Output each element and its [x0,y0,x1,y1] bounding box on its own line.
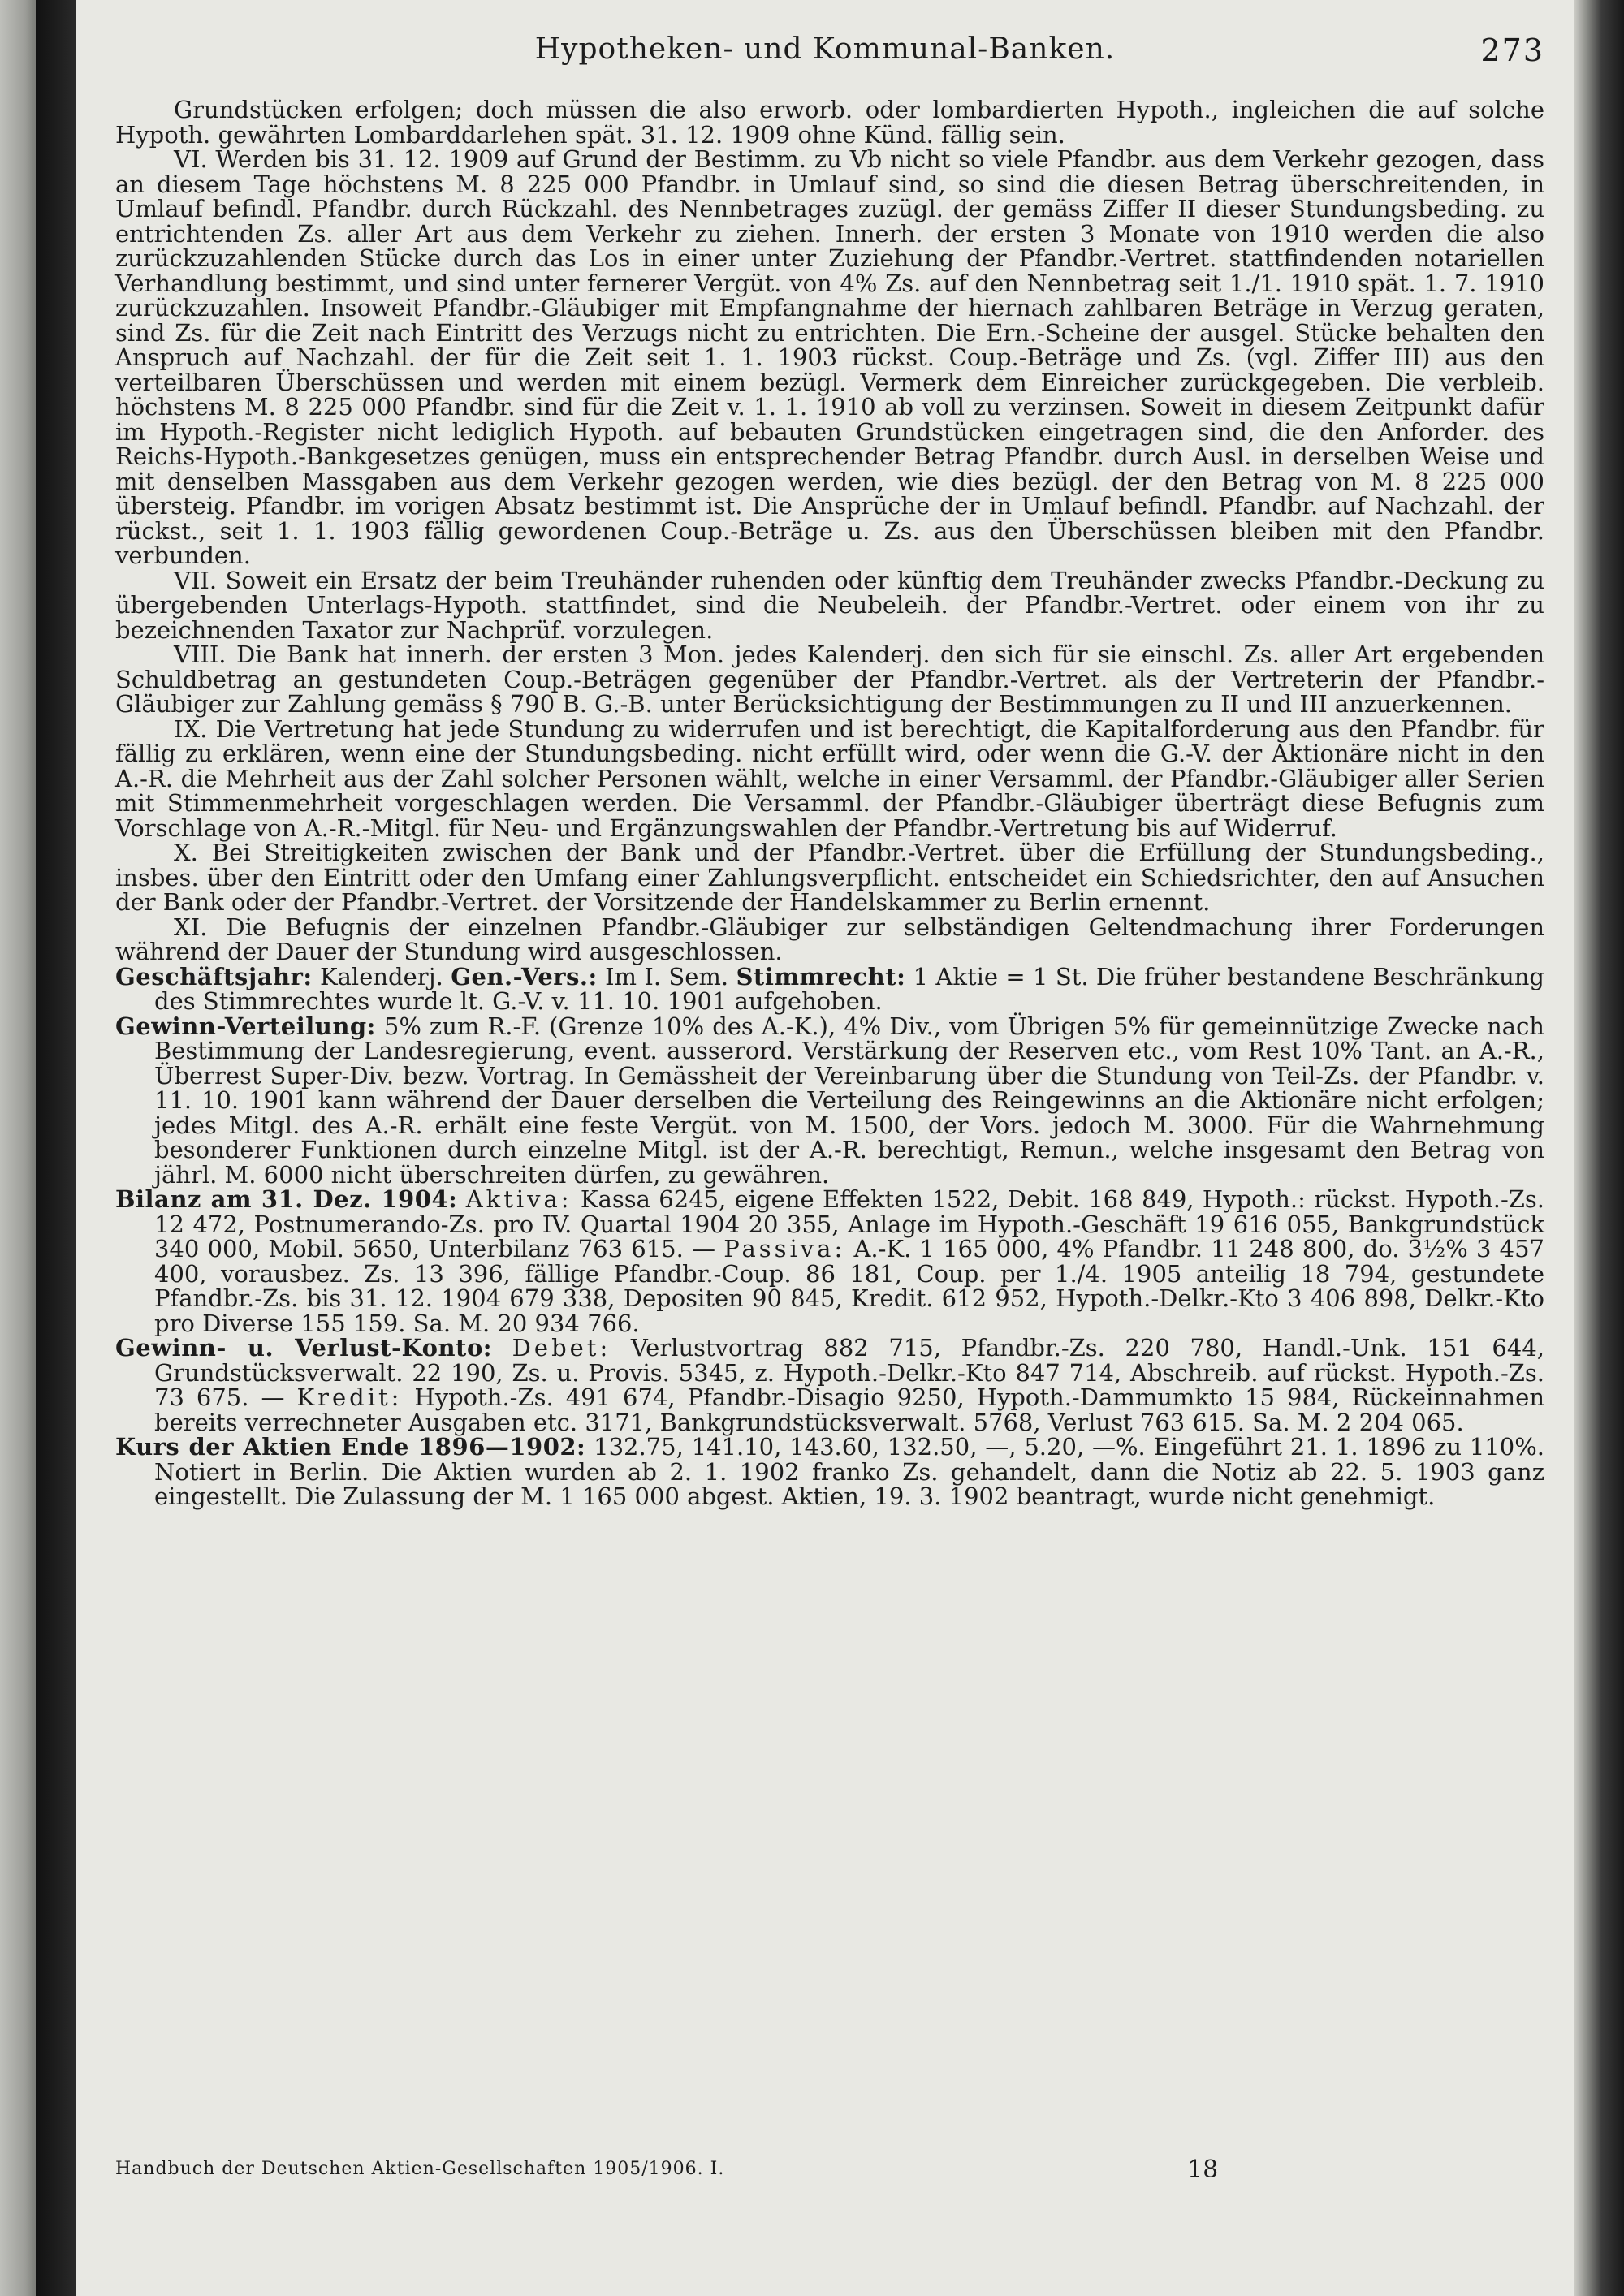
paragraph-x: X. Bei Streitigkeiten zwischen der Bank und der Pfandbr.-Vertret. über die Erfüllung der Stundungsbeding., insbes. über den Eintritt oder den Umfang einer Zahlungsverpflicht. entscheidet ein Schiedsrichter, den auf Ansuchen der Bank oder der Pfandbr.-Vertret. der Vorsitzende der Handelskammer zu Berlin ernennt. [115,839,1544,916]
text-aktiva: Kassa 6245, eigene Effekten 1522, Debit. 168 849, Hypoth.: rückst. Hypoth.-Zs. 12 472, Postnumerando-Zs. pro IV. Quartal 1904 20 355, Anlage im Hypoth.-Geschäft 19 616 055, Bankgrundstück 340 000, Mobil. 5650, Unterbilanz 763 615. — [154,1185,1544,1262]
paragraph-vii: VII. Soweit ein Ersatz der beim Treuhänder ruhenden oder künftig dem Treuhänder zwecks Pfandbr.-Deckung zu übergebenden Unterlags-Hypoth. stattfindet, sind die Neubeleih. der Pfandbr.-Vertret. oder einem von ihr zu bezeichnenden Taxator zur Nachprüf. vorzulegen. [115,566,1544,644]
running-head [76,32,1574,73]
body-text [115,97,1544,1509]
spacer-text [492,1334,512,1362]
left-binding-edge [0,0,36,2296]
spacer-text [457,1185,465,1213]
text-gewinn-verteilung: 5% zum R.-F. (Grenze 10% des A.-K.), 4% Div., vom Übrigen 5% für gemeinnützige Zwecke nach Bestimmung der Landesregierung, event. ausserord. Verstärkung der Reserven etc., vom Rest 10% Tant. an A.-R., Überrest Super-Div. bezw. Vortrag. In Gemässheit der Vereinbarung über die Stundung von Teil-Zs. der Pfandbr. v. 11. 10. 1901 kann während der Dauer derselben die Verteilung des Reingewinns an die Aktionäre nicht erfolgen; jedes Mitgl. des A.-R. erhält eine feste Vergüt. von M. 1500, der Vors. jedoch M. 3000. Für die Wahrnehmung besonderer Funktionen durch einzelne Mitgl. ist der A.-R. berechtigt, Remun., welche insgesamt den Betrag von jährl. M. 6000 nicht überschreiten dürfen, zu gewähren. [154,1012,1544,1189]
paragraph-viii: VIII. Die Bank hat innerh. der ersten 3 Mon. jedes Kalenderj. den sich für sie einschl. Zs. aller Art ergebenden Schuldbetrag an gestundeten Coup.-Beträgen gegenüber der Pfandbr.-Vertret. als der Vertreterin der Pfandbr.-Gläubiger zur Zahlung gemäss § 790 B. G.-B. unter Berücksichtigung der Bestimmungen zu II und III anzuerkennen. [115,641,1544,718]
label-geschaeftsjahr: Geschäftsjahr: [115,962,313,990]
right-gutter-edge [1574,0,1624,2296]
running-title: Hypotheken- und Kommunal-Banken. [534,32,1116,66]
label-gen-vers: Gen.-Vers.: [451,962,598,990]
paragraph-ix: IX. Die Vertretung hat jede Stundung zu widerrufen und ist berechtigt, die Kapitalforderung aus den Pfandbr. für fällig zu erklären, wenn eine der Stundungsbeding. nicht erfüllt wird, oder wenn die G.-V. der Aktionäre nicht in den A.-R. die Mehrheit aus der Zahl solcher Personen wählt, welche in einer Versamml. der Pfandbr.-Gläubiger aller Serien mit Stimmenmehrheit vorgeschlagen werden. Die Versamml. der Pfandbr.-Gläubiger überträgt diese Befugnis zum Vorschlage von A.-R.-Mitgl. für Neu- und Ergänzungswahlen der Pfandbr.-Vertretung bis auf Widerruf. [115,714,1544,842]
footer-source: Handbuch der Deutschen Aktien-Gesellschaften 1905/1906. I. [115,2159,725,2179]
label-bilanz: Bilanz am 31. Dez. 1904: [115,1185,458,1213]
left-shadow-band [36,0,76,2296]
text-kredit: Hypoth.-Zs. 491 674, Pfandbr.-Disagio 9250, Hypoth.-Dammumkto 15 984, Rückeinnahmen bereits verrechneter Ausgaben etc. 3171, Bankgrundstücksverwalt. 5768, Verlust 763 615. Sa. M. 2 204 065. [154,1383,1544,1436]
document-page [76,0,1574,2296]
text-gen-vers: Im I. Sem. [597,962,736,990]
page-footer [115,2156,1544,2188]
paragraph-xi: XI. Die Befugnis der einzelnen Pfandbr.-Gläubiger zur selbständigen Geltendmachung ihrer Forderungen während der Dauer der Stundung wird ausgeschlossen. [115,913,1544,965]
text-stimmrecht: 1 Aktie = 1 St. Die früher bestandene Beschränkung des Stimmrechtes wurde lt. G.-V. v. 11. 10. 1901 aufgehoben. [154,962,1544,1015]
label-passiva: Passiva: [723,1235,846,1262]
page-number: 273 [1480,32,1544,68]
label-gewinn-verlust: Gewinn- u. Verlust-Konto: [115,1334,492,1362]
label-stimmrecht: Stimmrecht: [736,962,906,990]
signature-mark: 18 [1187,2156,1219,2184]
text-kurs: 132.75, 141.10, 143.60, 132.50, —, 5.20, —%. Eingeführt 21. 1. 1896 zu 110%. Notiert in Berlin. Die Aktien wurden ab 2. 1. 1902 franko Zs. gehandelt, dann die Notiz ab 22. 5. 1903 ganz eingestellt. Die Zulassung der M. 1 165 000 abgest. Aktien, 19. 3. 1902 beantragt, wurde nicht genehmigt. [154,1433,1544,1510]
paragraph-continuation: Grundstücken erfolgen; doch müssen die also erworb. oder lombardierten Hypoth., ingleichen die auf solche Hypoth. gewährten Lombarddarlehen spät. 31. 12. 1909 ohne Künd. fällig sein. [115,96,1544,149]
section-gewinn-verlust [115,1336,1544,1435]
text-debet: Verlustvortrag 882 715, Pfandbr.-Zs. 220 780, Handl.-Unk. 151 644, Grundstücksverwalt. 22 190, Zs. u. Provis. 5345, z. Hypoth.-Delkr.-Kto 847 714, Abschreib. auf rückst. Hypoth.-Zs. 73 675. — [154,1334,1544,1411]
text-passiva: A.-K. 1 165 000, 4% Pfandbr. 11 248 800, do. 3½% 3 457 400, vorausbez. Zs. 13 396, fällige Pfandbr.-Coup. 86 181, Coup. per 1./4. 1905 anteilig 18 794, gestundete Pfandbr.-Zs. bis 31. 12. 1904 679 338, Depositen 90 845, Kredit. 612 952, Hypoth.-Delkr.-Kto 3 406 898, Delkr.-Kto pro Diverse 155 159. Sa. M. 20 934 766. [154,1235,1544,1337]
text-geschaeftsjahr: Kalenderj. [312,962,451,990]
label-kredit: Kredit: [296,1383,403,1411]
label-gewinn-verteilung: Gewinn-Verteilung: [115,1012,376,1040]
section-geschaeftsjahr [115,962,1544,1015]
label-debet: Debet: [512,1334,611,1362]
section-gewinn-verteilung [115,1014,1544,1188]
label-aktiva: Aktiva: [465,1185,572,1213]
section-bilanz [115,1187,1544,1336]
paragraph-vi: VI. Werden bis 31. 12. 1909 auf Grund der Bestimm. zu Vb nicht so viele Pfandbr. aus dem Verkehr gezogen, dass an diesem Tage höchstens M. 8 225 000 Pfandbr. in Umlauf sind, so sind die diesen Betrag überschreitenden, in Umlauf befindl. Pfandbr. durch Rückzahl. des Nennbetrages zuzügl. der gemäss Ziffer II dieser Stundungsbeding. zu entrichtenden Zs. aller Art aus dem Verkehr zu ziehen. Innerh. der ersten 3 Monate von 1910 werden die also zurückzuzahlenden Stücke durch das Los in einer unter Zuziehung der Pfandbr.-Vertret. stattfindenden notariellen Verhandlung bestimmt, und sind unter fernerer Vergüt. von 4% Zs. auf den Nennbetrag seit 1./1. 1910 spät. 1. 7. 1910 zurückzuzahlen. Insoweit Pfandbr.-Gläubiger mit Empfangnahme der hiernach zahlbaren Beträge in Verzug geraten, sind Zs. für die Zeit nach Eintritt des Verzugs nicht zu entrichten. Die Ern.-Scheine der ausgel. Stücke behalten den Anspruch auf Nachzahl. der für die Zeit seit 1. 1. 1903 rückst. Coup.-Beträge und Zs. (vgl. Ziffer III) aus den verteilbaren Überschüssen und werden mit einem bezügl. Vermerk dem Einreicher zurückgegeben. Die verbleib. höchstens M. 8 225 000 Pfandbr. sind für die Zeit v. 1. 1. 1910 ab voll zu verzinsen. Soweit in diesem Zeitpunkt dafür im Hypoth.-Register nicht lediglich Hypoth. auf bebauten Grundstücken eingetragen sind, die den Anforder. des Reichs-Hypoth.-Bankgesetzes genügen, muss ein entsprechender Betrag Pfandbr. durch Ausl. in derselben Weise und mit denselben Massgaben aus dem Verkehr gezogen werden, wie dies bezügl. der den Betrag von M. 8 225 000 übersteig. Pfandbr. im vorigen Absatz bestimmt ist. Die Ansprüche der in Umlauf befindl. Pfandbr. auf Nachzahl. der rückst., seit 1. 1. 1903 fällig gewordenen Coup.-Beträge u. Zs. aus den Überschüssen bleiben mit den Pfandbr. verbunden. [115,145,1544,569]
label-kurs: Kurs der Aktien Ende 1896—1902: [115,1433,586,1461]
section-kurs [115,1435,1544,1509]
